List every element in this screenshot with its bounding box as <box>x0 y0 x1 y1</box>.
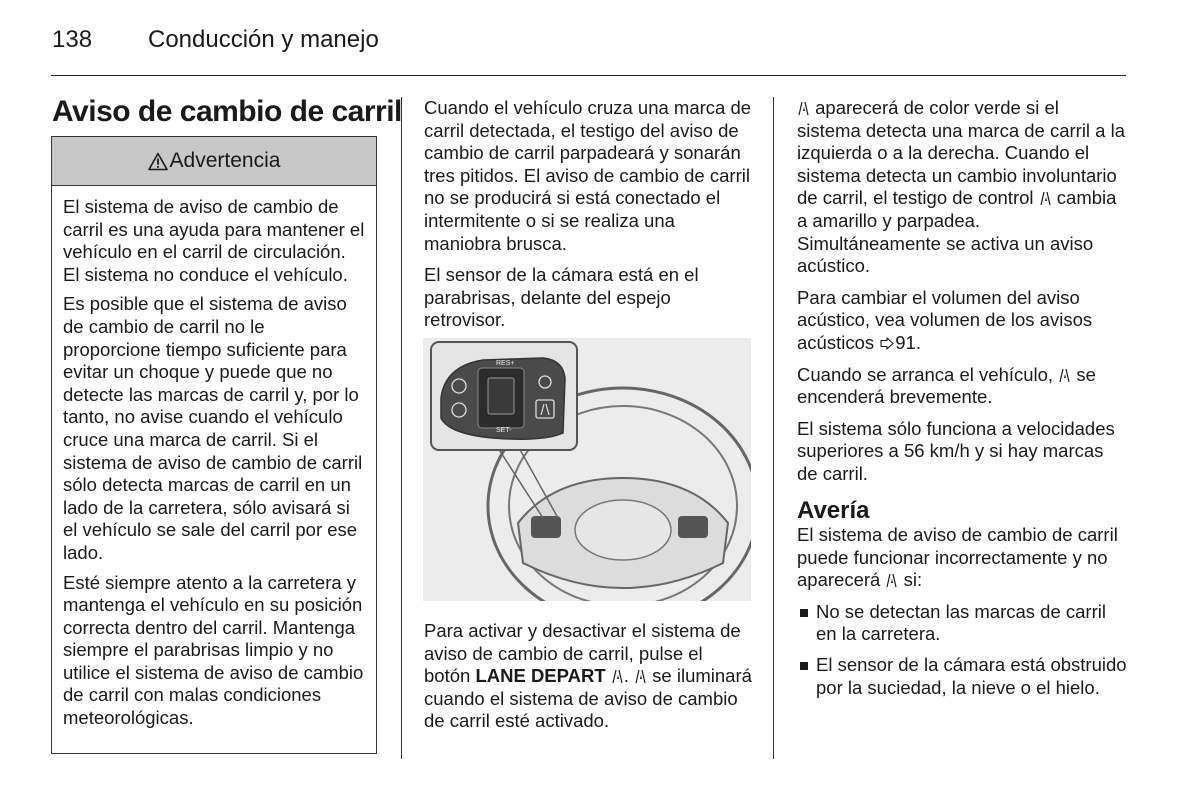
list-item: El sensor de la cámara está obstruido por la suciedad, la nieve o el hielo. <box>797 654 1127 699</box>
page-reference-arrow-icon <box>880 337 894 350</box>
page-number: 138 <box>52 26 93 53</box>
steering-wheel-figure <box>423 338 751 601</box>
steering-wheel-illustration <box>423 338 751 601</box>
lane-depart-button-label: LANE DEPART <box>475 665 606 687</box>
lane-departure-icon <box>634 669 647 684</box>
subsection-title: Avería <box>797 496 870 524</box>
res-label: RES+ <box>496 360 515 367</box>
column-3 <box>797 97 1127 707</box>
body-paragraph: El sistema sólo funciona a velocidades superiores a 56 km/h y si hay marcas de carril. <box>797 417 1115 484</box>
body-paragraph: Cuando el vehículo cruza una marca de carril detectada, el testigo del aviso de cambio de carril parpadeará y sonarán tres pitidos. El aviso de cambio de carril no se producirá si está conectado el intermitente o si se realiza una maniobra brusca. <box>424 97 752 254</box>
body-paragraph: aparecerá de color verde si el sistema detecta una marca de carril a la izquierda o a la derecha. Cuando el sistema detecta un cambio involuntario de carril, el testigo de control cambia a amarillo y parpadea. Simultáneamente se activa un aviso acústico. <box>797 97 1126 277</box>
column-divider-2 <box>773 97 774 759</box>
body-paragraph: El sistema de aviso de cambio de carril puede funcionar incorrectamente y no aparecerá si: <box>797 524 1118 591</box>
warning-paragraph: Esté siempre atento a la carretera y mantenga el vehículo en su posición correcta dentro del carril. Mantenga siempre el parabrisas limpio y no utilice el sistema de aviso de cambio de carril con malas condiciones meteorológicas. <box>63 571 364 729</box>
body-paragraph: Para cambiar el volumen del aviso acústico, vea volumen de los avisos acústicos 91. <box>797 286 1093 353</box>
warning-title: Advertencia <box>169 149 281 172</box>
bullet-square-icon <box>800 609 808 617</box>
bullet-list <box>797 601 1127 699</box>
warning-triangle-icon <box>148 152 168 171</box>
warning-paragraph: Es posible que el sistema de aviso de cambio de carril no le proporcione tiempo suficiente para evitar un choque y puede que no detecte las marcas de carril y, por lo tanto, no avise cuando el vehículo cruce una marca de carril. Si el sistema de aviso de cambio de carril sólo detecta marcas de carril en un lado de la carretera, sólo avisará si el vehículo se sale del carril por ese lado. <box>63 293 363 563</box>
warning-paragraph: El sistema de aviso de cambio de carril es una ayuda para mantener el vehículo en el carril de circulación. El sistema no conduce el vehículo. <box>63 196 365 285</box>
header-divider <box>51 75 1126 76</box>
page-reference[interactable]: 91. <box>895 331 921 353</box>
set-label: SET- <box>496 427 512 434</box>
lane-departure-icon <box>611 669 624 684</box>
column-divider-1 <box>401 97 402 759</box>
body-paragraph: El sensor de la cámara está en el parabrisas, delante del espejo retrovisor. <box>424 264 699 331</box>
column-2-top <box>424 97 752 341</box>
section-title: Aviso de cambio de carril <box>52 95 402 128</box>
bullet-square-icon <box>800 662 808 670</box>
lane-departure-icon <box>797 101 810 116</box>
warning-box <box>51 136 377 754</box>
body-paragraph: Cuando se arranca el vehículo, se encenderá brevemente. <box>797 363 1096 408</box>
lane-departure-icon <box>885 573 898 588</box>
list-item: No se detectan las marcas de carril en la carretera. <box>797 601 1127 646</box>
lane-departure-icon <box>1058 368 1071 383</box>
page-header <box>52 22 1125 74</box>
body-paragraph: Para activar y desactivar el sistema de aviso de cambio de carril, pulse el botón LANE DEPART . se iluminará cuando el sistema de aviso de cambio de carril esté activado. <box>424 620 752 732</box>
chapter-title: Conducción y manejo <box>148 26 379 53</box>
column-2-bottom <box>424 620 752 742</box>
warning-body <box>52 186 376 730</box>
lane-departure-icon <box>1039 191 1052 206</box>
warning-header <box>52 137 376 186</box>
